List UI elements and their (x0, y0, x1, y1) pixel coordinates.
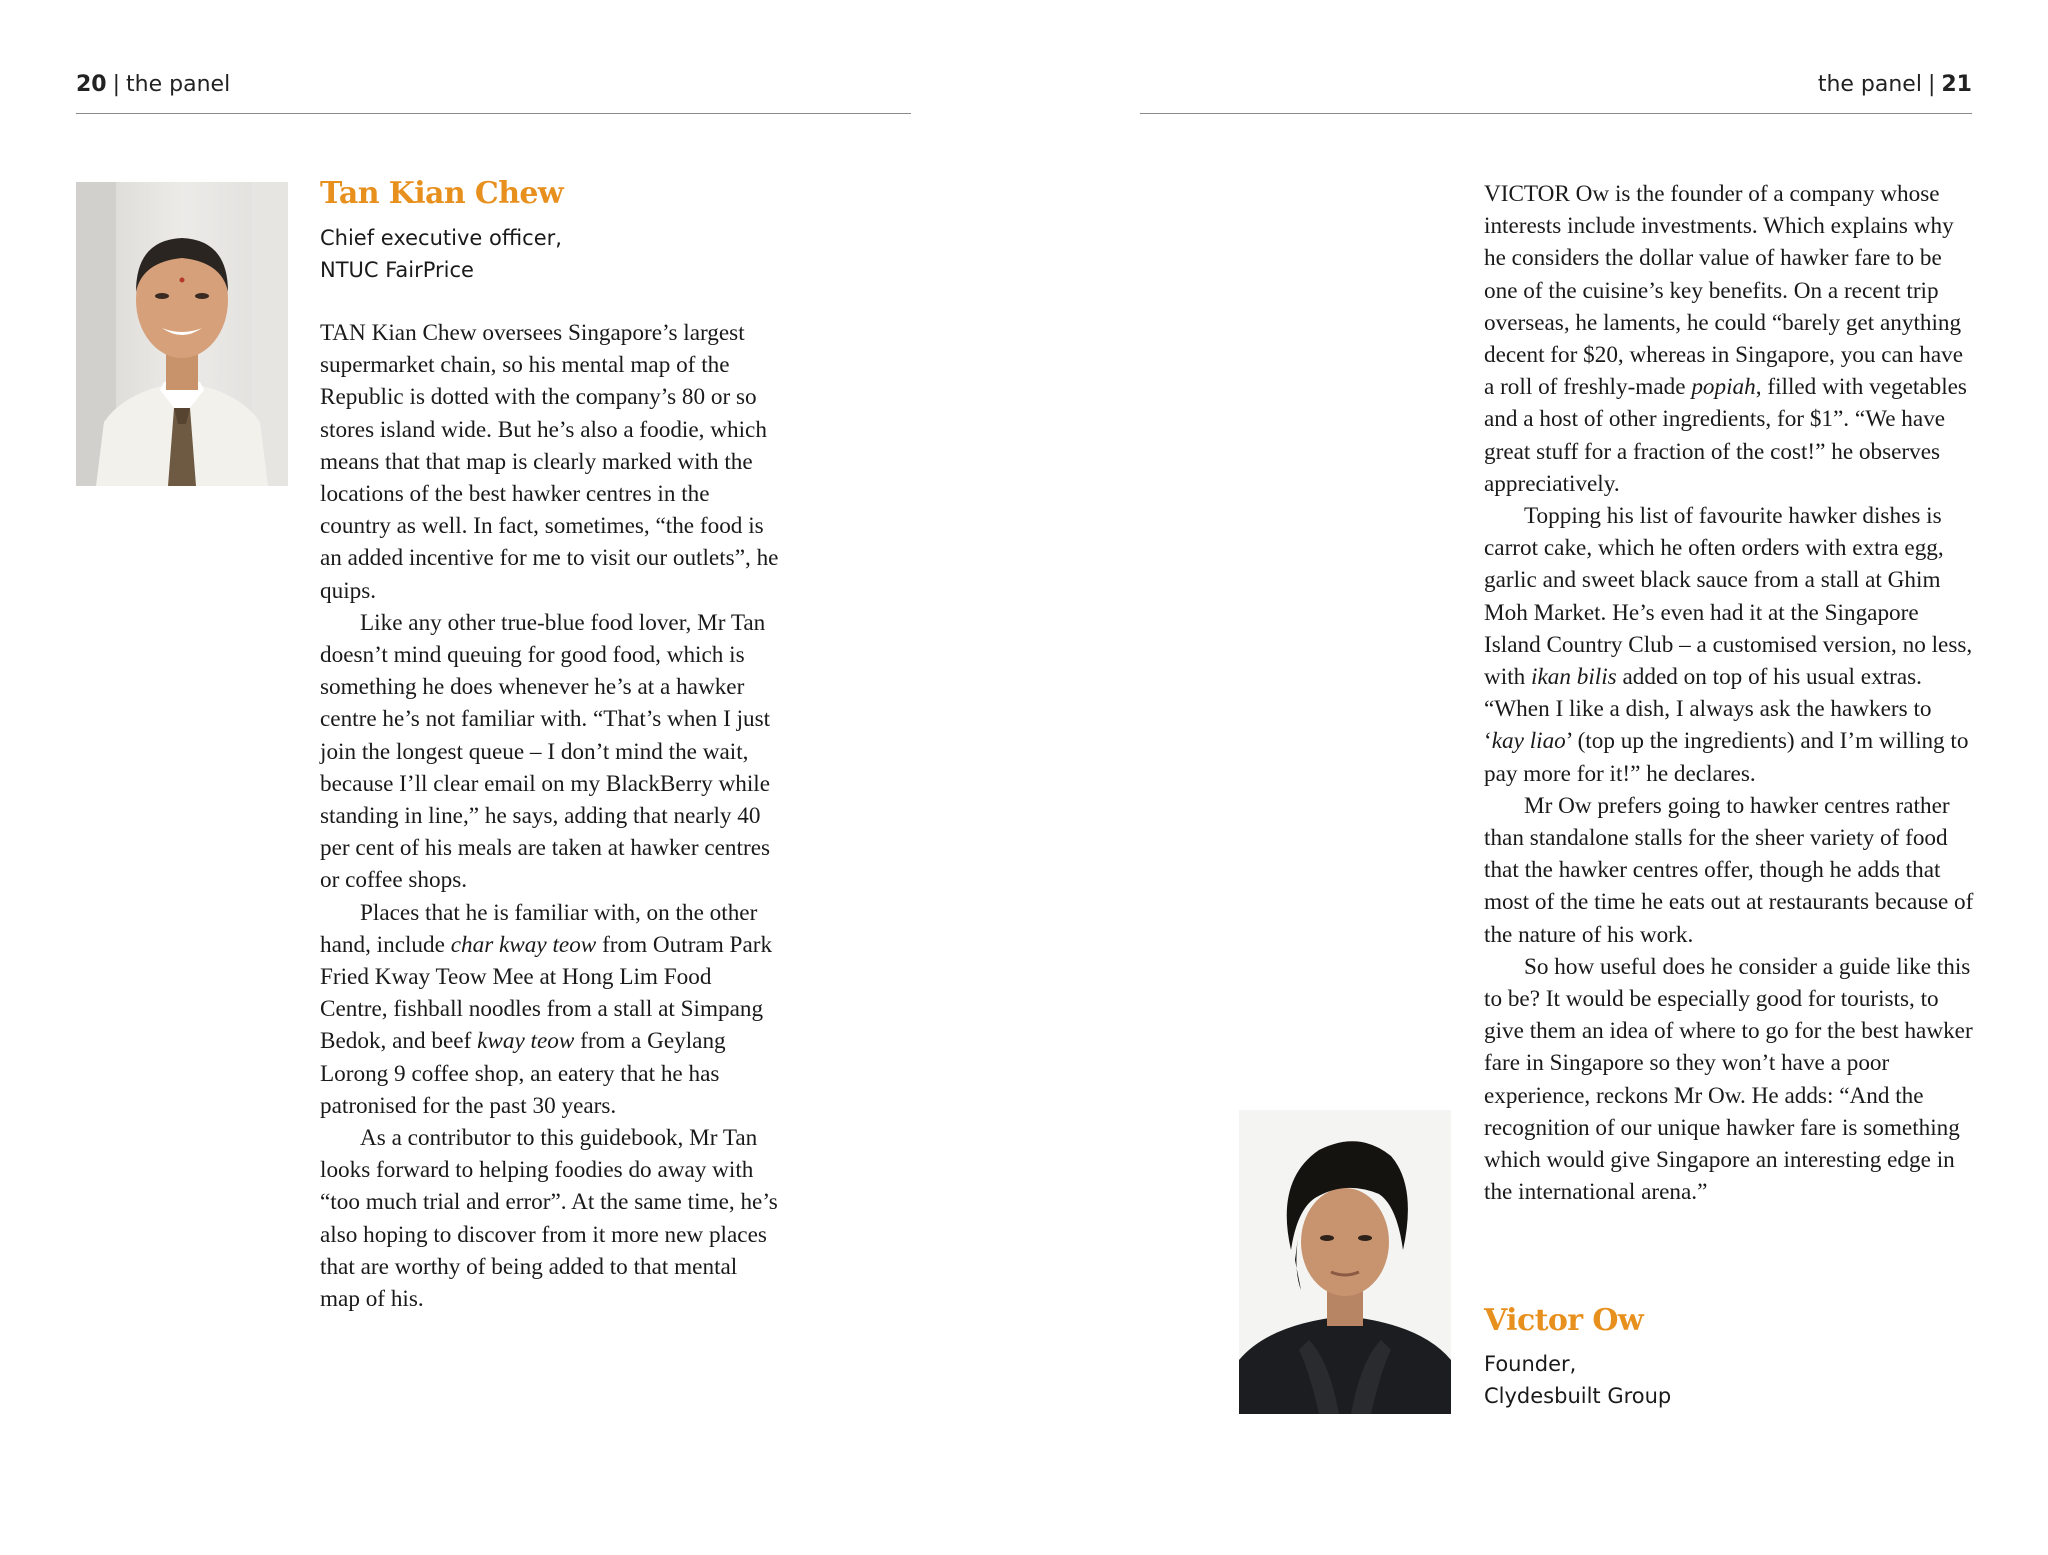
running-head-left (76, 72, 230, 97)
role-line-2: Clydesbuilt Group (1484, 1384, 1672, 1408)
dish-name-italic: kway teow (477, 1028, 575, 1055)
dish-name-italic: char kway teow (450, 931, 597, 958)
paragraph-3: Places that he is familiar with, on the other hand, include char kway teow from Outram Park Fried Kway Teow Mee at Hong Lim Food Centre, fishball noodles from a stall at Simpang Bedok, and beef kway teow from a Geylang Lorong 9 coffee shop, an eatery that he has patronised for the past 30 years. (320, 899, 773, 1119)
paragraph-3: Mr Ow prefers going to hawker centres rather than standalone stalls for the sheer variety of food that the hawker centres offer, though he adds that most of the time he eats out at restaurants because of the nature of his work. (1484, 792, 1974, 948)
profile-name: Tan Kian Chew (320, 176, 564, 211)
portrait-photo-victor-ow (1239, 1110, 1451, 1414)
header-rule (1140, 113, 1972, 114)
separator: | (112, 72, 121, 97)
dish-name-italic: popiah (1691, 374, 1756, 401)
running-head-right (1818, 72, 1972, 97)
section-title: the panel (126, 72, 231, 97)
section-title: the panel (1817, 72, 1922, 97)
paragraph-1: VICTOR Ow is the founder of a company whose interests include investments. Which explains why he considers the dollar value of hawker fare to be one of the cuisine’s key benefits. On a recent trip overseas, he laments, he could “barely get anything decent for $20, whereas in Singapore, you can have a roll of freshly-made popiah, filled with vegetables and a host of other ingredients, for $1”. “We have great stuff for a fraction of the cost!” he observes appreciatively. (1484, 181, 1967, 497)
page-number: 21 (1941, 72, 1972, 97)
role-line-2: NTUC FairPrice (320, 258, 474, 282)
paragraph-2: Topping his list of favourite hawker dishes is carrot cake, which he often orders with extra egg, garlic and sweet black sauce from a stall at Ghim Moh Market. He’s even had it at the Singapore Island Country Club – a customised version, no less, with ikan bilis added on top of his usual extras. “When I like a dish, I always ask the hawkers to ‘kay liao’ (top up the ingredients) and I’m willing to pay more for it!” he declares. (1484, 503, 1973, 787)
paragraph-4: So how useful does he consider a guide like this to be? It would be especially good for tourists, to give them an idea of where to go for the best hawker fare in Singapore so they won’t have a poor experience, reckons Mr Ow. He adds: “And the recognition of our unique hawker fare is something which would give Singapore an interesting edge in the international arena.” (1484, 953, 1973, 1206)
profile-role (320, 222, 562, 286)
separator: | (1927, 72, 1936, 97)
profile-name: Victor Ow (1484, 1303, 1644, 1338)
role-line-1: Chief executive officer, (320, 226, 562, 250)
role-line-1: Founder, (1484, 1352, 1577, 1376)
right-page (1024, 0, 2048, 1555)
header-rule (76, 113, 911, 114)
page-number: 20 (76, 72, 107, 97)
dish-name-italic: kay liao (1491, 728, 1566, 755)
paragraph-1: TAN Kian Chew oversees Singapore’s largest supermarket chain, so his mental map of the Republic is dotted with the company’s 80 or so stores island wide. But he’s also a foodie, which means that that map is clearly marked with the locations of the best hawker centres in the country as well. In fact, sometimes, “the food is an added incentive for me to visit our outlets”, he quips. (320, 320, 779, 604)
paragraph-2: Like any other true-blue food lover, Mr Tan doesn’t mind queuing for good food, which is something he does whenever he’s at a hawker centre he’s not familiar with. “That’s when I just join the longest queue – I don’t mind the wait, because I’ll clear email on my BlackBerry while standing in line,” he says, adding that nearly 40 per cent of his meals are taken at hawker centres or coffee shops. (320, 609, 771, 894)
profile-body-text (320, 317, 780, 1315)
paragraph-4: As a contributor to this guidebook, Mr Tan looks forward to helping foodies do away with “too much trial and error”. At the same time, he’s also hoping to discover from it more new places that are worthy of being added to that mental map of his. (320, 1125, 778, 1313)
profile-body-text (1484, 178, 1976, 1209)
portrait-photo-tan-kian-chew (76, 182, 288, 486)
profile-role (1484, 1348, 1671, 1412)
dish-name-italic: ikan bilis (1531, 664, 1617, 691)
